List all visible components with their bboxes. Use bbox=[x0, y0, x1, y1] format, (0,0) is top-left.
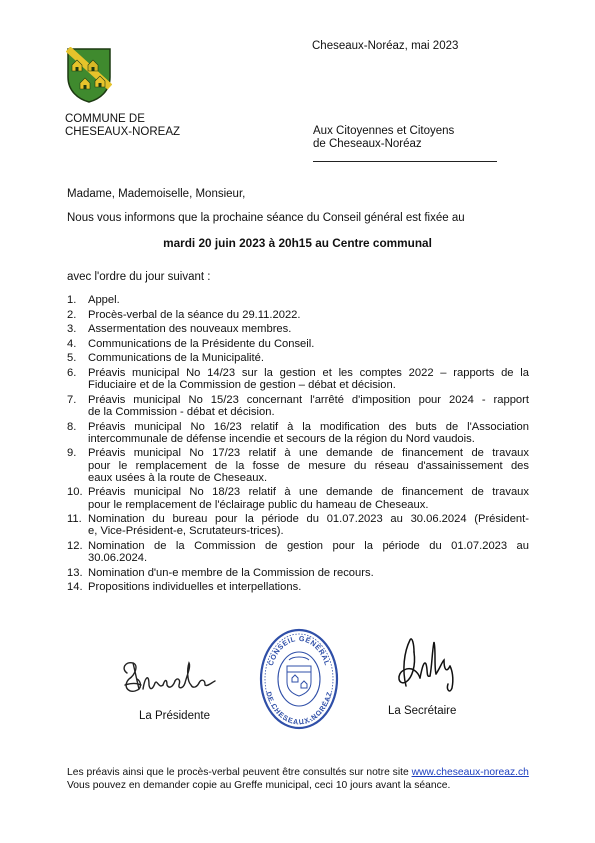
agenda-item-line: Préavis municipal No 17/23 relatif à une demande de financement de travaux bbox=[88, 447, 529, 460]
agenda-item-line: Procès-verbal de la séance du 29.11.2022. bbox=[88, 308, 301, 321]
agenda-item bbox=[67, 294, 529, 306]
commune-line-2: CHESEAUX-NOREAZ bbox=[65, 126, 181, 138]
conseil-general-seal bbox=[259, 628, 339, 730]
agenda-item-line: intercommunale de défense incendie et secours de la région du Nord vaudois. bbox=[88, 432, 475, 445]
agenda-item-number: 7. bbox=[67, 393, 77, 406]
agenda-item-line: Nomination de la Commission de gestion pour la période du 01.07.2023 au bbox=[88, 539, 529, 552]
agenda-item-number: 12. bbox=[67, 539, 83, 552]
agenda-item-line: e, Vice-Président-e, Scrutateurs-trices). bbox=[88, 525, 284, 538]
agenda-item-line: Propositions individuelles et interpellations. bbox=[88, 581, 302, 594]
agenda-item-line: Préavis municipal No 14/23 sur la gestion et les comptes 2022 – rapports de la bbox=[88, 366, 529, 379]
greeting: Madame, Mademoiselle, Monsieur, bbox=[67, 188, 246, 200]
seal-bottom-text: DE CHESEAUX-NORÉAZ bbox=[264, 691, 334, 727]
agenda-item-number: 8. bbox=[67, 420, 77, 433]
agenda-item bbox=[67, 309, 529, 321]
agenda-intro: avec l'ordre du jour suivant : bbox=[67, 271, 211, 283]
coat-of-arms-icon bbox=[66, 47, 112, 103]
secretary-signature bbox=[392, 630, 464, 695]
agenda-item bbox=[67, 581, 529, 593]
agenda-item-line: de la Commission - débat et décision. bbox=[88, 405, 275, 418]
secretary-label: La Secrétaire bbox=[388, 705, 457, 717]
recipient-line-1: Aux Citoyennes et Citoyens bbox=[313, 125, 455, 137]
recipient-address bbox=[313, 125, 454, 151]
agenda-item bbox=[67, 513, 529, 537]
agenda-item-number: 14. bbox=[67, 581, 83, 594]
agenda-item-line: Appel. bbox=[88, 294, 120, 306]
agenda-item-number: 4. bbox=[67, 337, 77, 350]
agenda-item-number: 6. bbox=[67, 366, 77, 379]
agenda-item-line: pour le remplacement de la fosse de mesure du réseau d'assainissement des bbox=[88, 459, 529, 472]
agenda-item-line: 30.06.2024. bbox=[88, 552, 148, 565]
agenda-item-number: 2. bbox=[67, 308, 77, 321]
agenda-item-line: Communications de la Municipalité. bbox=[88, 352, 264, 365]
agenda-item-number: 9. bbox=[67, 447, 77, 460]
agenda-item-number: 11. bbox=[67, 513, 82, 526]
agenda-item-line: Préavis municipal No 16/23 relatif à la modification des buts de l'Association bbox=[88, 420, 529, 433]
seal-top-text: CONSEIL GÉNÉRAL bbox=[265, 633, 333, 667]
agenda-item-line: Préavis municipal No 15/23 concernant l'arrêté d'imposition pour 2024 - rapport bbox=[88, 393, 529, 406]
agenda-item bbox=[67, 394, 529, 418]
agenda-item-line: Communications de la Présidente du Conseil. bbox=[88, 337, 315, 350]
intro-text: Nous vous informons que la prochaine séance du Conseil général est fixée au bbox=[67, 212, 465, 224]
footer-note bbox=[67, 767, 529, 792]
commune-line-1: COMMUNE DE bbox=[65, 113, 145, 125]
footer-line-2: Vous pouvez en demander copie au Greffe municipal, ceci 10 jours avant la séance. bbox=[67, 779, 451, 791]
agenda-item bbox=[67, 540, 529, 564]
agenda-item-line: Nomination d'un-e membre de la Commission de recours. bbox=[88, 566, 374, 579]
agenda-item bbox=[67, 486, 529, 510]
website-link[interactable]: www.cheseaux-noreaz.ch bbox=[411, 767, 529, 778]
agenda-item-number: 13. bbox=[67, 566, 83, 579]
agenda-item bbox=[67, 323, 529, 335]
agenda-item bbox=[67, 338, 529, 350]
agenda-item bbox=[67, 367, 529, 391]
letter-date: Cheseaux-Noréaz, mai 2023 bbox=[312, 40, 459, 52]
agenda-item-line: Nomination du bureau pour la période du 01.07.2023 au 30.06.2024 (Président- bbox=[88, 513, 529, 526]
agenda-item-line: Assermentation des nouveaux membres. bbox=[88, 323, 292, 336]
agenda-item-number: 5. bbox=[67, 352, 77, 365]
agenda-item bbox=[67, 447, 529, 484]
president-signature bbox=[119, 655, 224, 701]
agenda-item-number: 10. bbox=[67, 486, 83, 499]
recipient-line-2: de Cheseaux-Noréaz bbox=[313, 138, 422, 150]
agenda-item-line: Fiduciaire et de la Commission de gestion – débat et décision. bbox=[88, 379, 396, 392]
agenda-item-number: 3. bbox=[67, 323, 77, 336]
meeting-date: mardi 20 juin 2023 à 20h15 au Centre communal bbox=[163, 236, 432, 250]
agenda-item bbox=[67, 567, 529, 579]
agenda-item-line: eaux usées à la route de Cheseaux. bbox=[88, 471, 268, 484]
commune-name bbox=[65, 113, 180, 139]
footer-line-1: Les préavis ainsi que le procès-verbal peuvent être consultés sur notre site bbox=[67, 767, 412, 778]
agenda-item bbox=[67, 421, 529, 445]
agenda-item-line: pour le remplacement de l'éclairage public du hameau de Cheseaux. bbox=[88, 498, 429, 511]
agenda-item bbox=[67, 352, 529, 364]
agenda-item-number: 1. bbox=[67, 294, 77, 306]
agenda-item-line: Préavis municipal No 18/23 relatif à une demande de financement de travaux bbox=[88, 486, 529, 499]
agenda-list bbox=[67, 294, 529, 596]
address-underline bbox=[313, 161, 497, 162]
president-label: La Présidente bbox=[139, 710, 210, 722]
